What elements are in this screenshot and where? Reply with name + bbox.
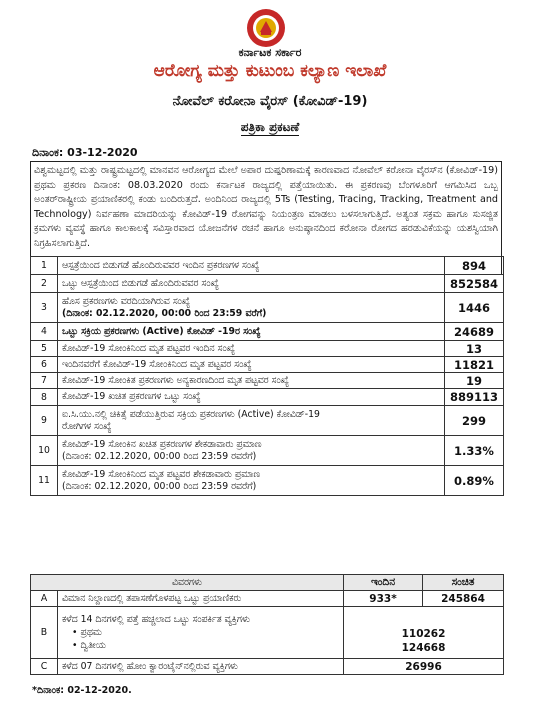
row-number: 4 — [31, 323, 58, 341]
row-number: 3 — [31, 293, 58, 323]
table-row — [31, 466, 504, 496]
header-today: ಇಂದಿನ — [344, 575, 423, 591]
row-description-line2: (ದಿನಾಂಕ: 02.12.2020, 00:00 ರಿಂದ 23:59 ರವರೆಗೆ) — [62, 450, 257, 462]
table-row — [31, 341, 504, 357]
row-cumulative-value: 245864 — [423, 591, 504, 607]
row-description — [58, 436, 445, 466]
row-description: ಕೋವಿಡ್-19 ಸೋಂಕಿತ ಪ್ರಕರಣಗಳು ಅನ್ಯಕಾರಣದಿಂದ ಮೃತ ಪಟ್ಟವರ ಸಂಖ್ಯೆ — [58, 373, 445, 389]
row-value: 26996 — [344, 659, 504, 675]
row-description-line1: ಹೊಸ ಪ್ರಕರಣಗಳು ವರದಿಯಾಗಿರುವ ಸಂಖ್ಯೆ — [62, 295, 191, 307]
row-description — [58, 607, 344, 659]
row-description: ಕೋವಿಡ್-19 ಸೋಂಕಿನಿಂದ ಮೃತ ಪಟ್ಟವರ ಇಂದಿನ ಸಂಖ್ಯೆ — [58, 341, 445, 357]
row-label: A — [31, 591, 58, 607]
row-number: 1 — [31, 257, 58, 275]
row-number: 8 — [31, 389, 58, 406]
row-value: 24689 — [445, 323, 504, 341]
row-description: ಕೋವಿಡ್-19 ಖಚಿತ ಪ್ರಕರಣಗಳ ಒಟ್ಟು ಸಂಖ್ಯೆ — [58, 389, 445, 406]
row-description-line1: ಕೋವಿಡ್-19 ಸೋಂಕಿನ ಖಚಿತ ಪ್ರಕರಣಗಳ ಶೇಕಡಾವಾರು ಪ್ರಮಾಣ — [62, 438, 262, 450]
row-number: 2 — [31, 275, 58, 293]
row-number: 10 — [31, 436, 58, 466]
header-cumulative: ಸಂಚಿತ — [423, 575, 504, 591]
row-label: B — [31, 607, 58, 659]
secondary-contacts-label: • ದ್ವಿತೀಯ — [72, 640, 106, 651]
government-name: ಕರ್ನಾಟಕ ಸರ್ಕಾರ — [238, 46, 302, 59]
row-number: 6 — [31, 357, 58, 373]
statistics-table — [30, 256, 504, 496]
row-value: 1.33% — [445, 436, 504, 466]
row-values — [344, 607, 504, 659]
row-value: 889113 — [445, 389, 504, 406]
primary-contacts-value: 110262 — [401, 628, 446, 640]
footnote: *ದಿನಾಂಕ: 02-12-2020. — [32, 685, 132, 696]
row-today-value: 933* — [344, 591, 423, 607]
row-description-line2: ರೋಗಿಗಳ ಸಂಖ್ಯೆ — [62, 420, 112, 432]
row-description — [58, 293, 445, 323]
date-value: 03-12-2020 — [67, 146, 138, 159]
karnataka-emblem-icon — [245, 8, 287, 48]
table-row — [31, 436, 504, 466]
row-value: 299 — [445, 406, 504, 436]
table-row — [31, 357, 504, 373]
release-date — [32, 146, 138, 160]
row-description: ಕಳೆದ 07 ದಿನಗಳಲ್ಲಿ ಹೋಂ ಕ್ವಾರಂಟೈನ್‌ನಲ್ಲಿರುವ ವ್ಯಕ್ತಿಗಳು — [58, 659, 344, 675]
row-description-line2: (ದಿನಾಂಕ: 02.12.2020, 00:00 ರಿಂದ 23:59 ರವರೆಗೆ) — [62, 480, 257, 492]
table-row — [31, 389, 504, 406]
summary-row-a — [31, 591, 504, 607]
row-description: ಇಂದಿನವರೆಗೆ ಕೋವಿಡ್-19 ಸೋಂಕಿನಿಂದ ಮೃತ ಪಟ್ಟವರ ಸಂಖ್ಯೆ — [58, 357, 445, 373]
subject-title: ನೋವೆಲ್ ಕರೋನಾ ವೈರಸ್ (ಕೋವಿಡ್-19) — [172, 94, 368, 109]
table-row — [31, 275, 504, 293]
primary-contacts-label: • ಪ್ರಥಮ — [72, 627, 102, 638]
row-number: 7 — [31, 373, 58, 389]
row-number: 11 — [31, 466, 58, 496]
row-description: ಒಟ್ಟು ಆಸ್ಪತ್ರೆಯಿಂದ ಬಿಡುಗಡೆ ಹೊಂದಿರುವವರ ಸಂಖ್ಯೆ — [58, 275, 445, 293]
summary-table — [30, 574, 504, 675]
row-value: 894 — [445, 257, 504, 275]
secondary-contacts-value: 124668 — [401, 642, 446, 654]
row-description — [58, 466, 445, 496]
department-title: ಆರೋಗ್ಯ ಮತ್ತು ಕುಟುಂಬ ಕಲ್ಯಾಣ ಇಲಾಖೆ — [153, 61, 387, 81]
table-row — [31, 373, 504, 389]
row-number: 9 — [31, 406, 58, 436]
row-description: ಒಟ್ಟು ಸಕ್ರಿಯ ಪ್ರಕರಣಗಳು (Active) ಕೋವಿಡ್ -19ರ ಸಂಖ್ಯೆ — [58, 323, 445, 341]
row-description: ಆಸ್ಪತ್ರೆಯಿಂದ ಬಿಡುಗಡೆ ಹೊಂದಿರುವವರ ಇಂದಿನ ಪ್ರಕರಣಗಳ ಸಂಖ್ಯೆ — [58, 257, 445, 275]
row-description-line1: ಐ.ಸಿ.ಯು.ನಲ್ಲಿ ಚಿಕಿತ್ಸೆ ಪಡೆಯುತ್ತಿರುವ ಸಕ್ರಿಯ ಪ್ರಕರಣಗಳು (Active) ಕೋವಿಡ್-19 — [62, 408, 320, 420]
row-number: 5 — [31, 341, 58, 357]
row-description-line1: ಕಳೆದ 14 ದಿನಗಳಲ್ಲಿ ಪತ್ತೆ ಹಚ್ಚಲಾದ ಒಟ್ಟು ಸಂಪರ್ಕಿತ ವ್ಯಕ್ತಿಗಳು — [62, 614, 250, 625]
summary-header-row — [31, 575, 504, 591]
header-details: ವಿವರಗಳು — [31, 575, 344, 591]
intro-paragraph: ವಿಶ್ವಮಟ್ಟದಲ್ಲಿ ಮತ್ತು ರಾಷ್ಟ್ರಮಟ್ಟದಲ್ಲಿ ಮಾನವನ ಆರೋಗ್ಯದ ಮೇಲೆ ಅಪಾರ ದುಷ್ಪರಿಣಾಮಕ್ಕೆ ಕಾರಣವಾದ ನೋವೆಲ್ ಕರೋನಾ ವೈರಸ್‌ನ (ಕೋವಿಡ್-19) ಪ್ರಥಮ ಪ್ರಕರಣ ದಿನಾಂಕ: 08.03.2020 ರಂದು ಕರ್ನಾಟಕ ರಾಜ್ಯದಲ್ಲಿ ಪತ್ತೆಯಾಯಿತು. ಈ ಪ್ರಕರಣವು ಬೆಂಗಳೂರಿಗೆ ಆಗಮಿಸಿದ ಒಬ್ಬ ಅಂತರ್‌ರಾಷ್ಟ್ರೀಯ ಪ್ರಯಾಣಿಕರಲ್ಲಿ ಕಂಡು ಬಂದಿರುತ್ತದೆ. ಅಂದಿನಿಂದ ರಾಜ್ಯದಲ್ಲಿ 5Ts (Testing, Tracing, Tracking, Treatment and Technology) ನಿರ್ವಹಣಾ ಮಾದರಿಯನ್ನು ಕೋವಿಡ್-19 ರೋಗವನ್ನು ನಿಯಂತ್ರಣ ಮಾಡಲು ಬಳಸಲಾಗುತ್ತಿದೆ. ಅತ್ಯಂತ ಸಕ್ರಮ ಹಾಗೂ ಸುಸಜ್ಜಿತ ಕ್ರಮಗಳು ವ್ಯವಸ್ಥೆ ಹಾಗೂ ಕಾಲಕಾಲಕ್ಕೆ ಸವಿಸ್ತಾರವಾದ ಯೋಜನೆಗಳ ರಚನೆ ಹಾಗೂ ಅನುಷ್ಠಾನದಿಂದ ಕರೋನಾ ರೋಗದ ಹರಡುವಿಕೆಯನ್ನು ಯಶಸ್ವಿಯಾಗಿ ನಿಗ್ರಹಿಸಲಾಗುತ್ತಿದೆ. — [30, 161, 502, 275]
row-label: C — [31, 659, 58, 675]
table-row — [31, 406, 504, 436]
document-type: ಪತ್ರಿಕಾ ಪ್ರಕಟಣೆ — [240, 120, 300, 134]
row-value: 13 — [445, 341, 504, 357]
summary-row-b — [31, 607, 504, 659]
table-row — [31, 323, 504, 341]
row-value: 852584 — [445, 275, 504, 293]
row-description-line1: ಕೋವಿಡ್-19 ಸೋಂಕಿನಿಂದ ಮೃತ ಪಟ್ಟವರ ಶೇಕಡಾವಾರು ಪ್ರಮಾಣ — [62, 468, 260, 480]
row-value: 19 — [445, 373, 504, 389]
summary-row-c — [31, 659, 504, 675]
row-description-line2: (ದಿನಾಂಕ: 02.12.2020, 00:00 ರಿಂದ 23:59 ವರೆಗೆ) — [62, 307, 267, 319]
table-row — [31, 257, 504, 275]
row-description: ವಿಮಾನ ನಿಲ್ದಾಣದಲ್ಲಿ ತಪಾಸಣೆಗೊಳಪಟ್ಟ ಒಟ್ಟು ಪ್ರಯಾಣಿಕರು — [58, 591, 344, 607]
row-description — [58, 406, 445, 436]
row-value: 11821 — [445, 357, 504, 373]
row-value: 0.89% — [445, 466, 504, 496]
table-row — [31, 293, 504, 323]
date-label: ದಿನಾಂಕ: — [32, 146, 64, 159]
row-value: 1446 — [445, 293, 504, 323]
